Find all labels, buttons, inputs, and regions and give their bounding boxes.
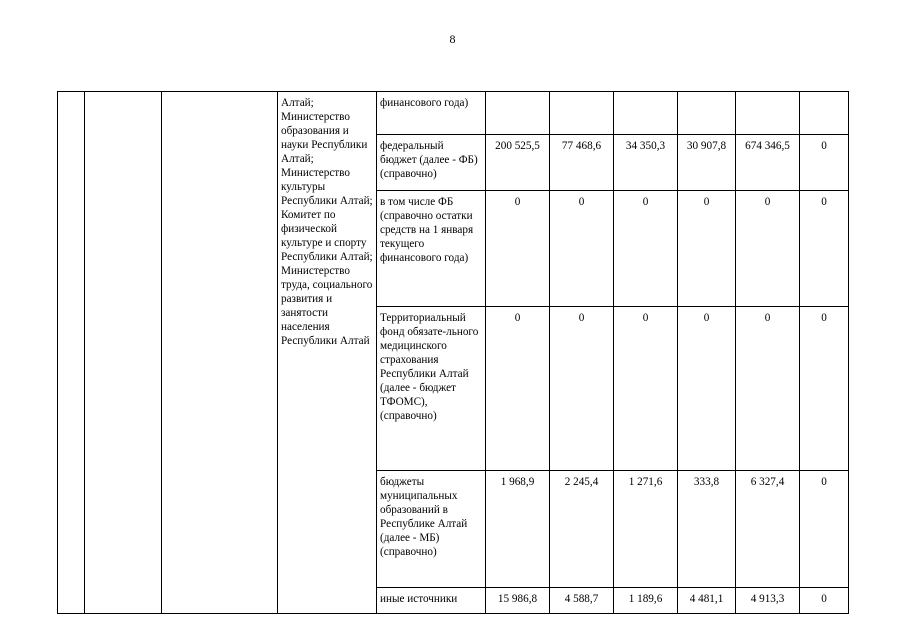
value-cell: 0 xyxy=(486,191,550,307)
value-cell: 0 xyxy=(800,307,849,471)
value-cell: 0 xyxy=(614,191,678,307)
value-cell: 1 968,9 xyxy=(486,471,550,588)
value-cell: 30 907,8 xyxy=(678,135,736,191)
value-cell: 0 xyxy=(736,307,800,471)
value-cell: 6 327,4 xyxy=(736,471,800,588)
funding-source: бюджеты муниципальных образований в Республике Алтай (далее - МБ) (справочно) xyxy=(377,471,486,588)
value-cell: 0 xyxy=(678,191,736,307)
value-cell: 0 xyxy=(800,471,849,588)
value-cell: 674 346,5 xyxy=(736,135,800,191)
number-cell xyxy=(58,92,85,614)
value-cell: 0 xyxy=(800,135,849,191)
value-cell: 77 468,6 xyxy=(550,135,614,191)
funding-source: финансового года) xyxy=(377,92,486,135)
value-cell xyxy=(678,92,736,135)
value-cell: 4 913,3 xyxy=(736,588,800,614)
value-cell: 4 481,1 xyxy=(678,588,736,614)
value-cell xyxy=(800,92,849,135)
value-cell: 1 189,6 xyxy=(614,588,678,614)
value-cell xyxy=(486,92,550,135)
value-cell: 0 xyxy=(678,307,736,471)
value-cell xyxy=(736,92,800,135)
value-cell: 0 xyxy=(550,191,614,307)
value-cell: 333,8 xyxy=(678,471,736,588)
value-cell: 0 xyxy=(736,191,800,307)
funding-source: Территориальный фонд обязате-льного медицинского страхования Республики Алтай (далее - бюджет ТФОМС), (справочно) xyxy=(377,307,486,471)
name-cell xyxy=(85,92,162,614)
value-cell: 0 xyxy=(486,307,550,471)
value-cell: 2 245,4 xyxy=(550,471,614,588)
page-number: 8 xyxy=(449,32,456,46)
funding-source: федеральный бюджет (далее - ФБ) (справочно) xyxy=(377,135,486,191)
value-cell: 0 xyxy=(550,307,614,471)
value-cell xyxy=(614,92,678,135)
funding-source: иные источники xyxy=(377,588,486,614)
value-cell: 34 350,3 xyxy=(614,135,678,191)
value-cell: 0 xyxy=(800,191,849,307)
value-cell: 0 xyxy=(800,588,849,614)
budget-table xyxy=(57,91,849,614)
value-cell: 200 525,5 xyxy=(486,135,550,191)
funding-source: в том числе ФБ (справочно остатки средств на 1 января текущего финансового года) xyxy=(377,191,486,307)
executors-cell: Алтай; Министерство образования и науки Республики Алтай; Министерство культуры Республики Алтай; Комитет по физической культуре и спорту Республики Алтай; Министерство труда, социального развития и занятости населения Республики Алтай xyxy=(278,92,377,614)
value-cell xyxy=(550,92,614,135)
value-cell: 15 986,8 xyxy=(486,588,550,614)
value-cell: 1 271,6 xyxy=(614,471,678,588)
period-cell xyxy=(162,92,278,614)
value-cell: 4 588,7 xyxy=(550,588,614,614)
table-row xyxy=(58,92,849,135)
value-cell: 0 xyxy=(614,307,678,471)
